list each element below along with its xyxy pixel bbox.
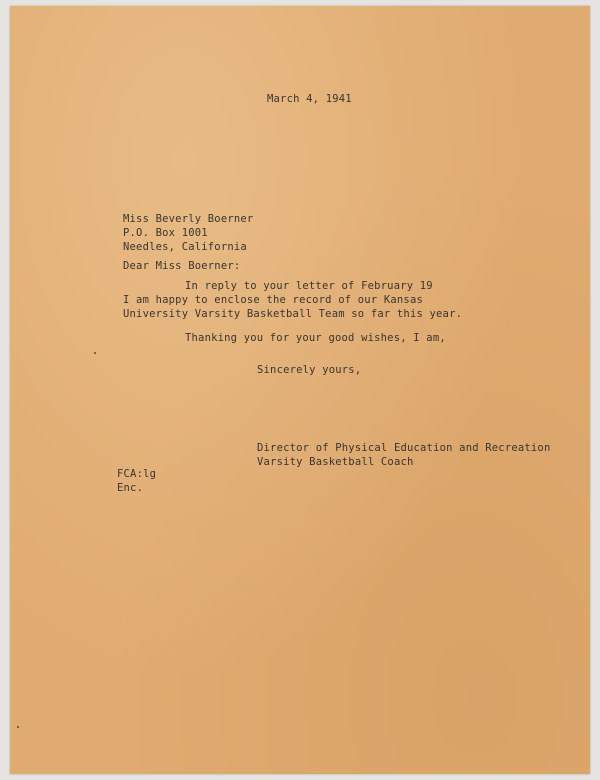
paper-speck [17, 726, 19, 728]
recipient-address-line2: Needles, California [123, 241, 247, 253]
body-paragraph1-line2: I am happy to enclose the record of our Kansas [123, 294, 423, 306]
enclosure-note: Enc. [117, 482, 144, 494]
closing: Sincerely yours, [257, 364, 362, 376]
signature-title-line2: Varsity Basketball Coach [257, 456, 414, 468]
letter-date: March 4, 1941 [267, 93, 352, 105]
reference-initials: FCA:lg [117, 468, 157, 480]
recipient-name: Miss Beverly Boerner [123, 213, 254, 225]
letter-page [10, 6, 590, 774]
paper-speck [94, 352, 96, 354]
recipient-address-line1: P.O. Box 1001 [123, 227, 208, 239]
salutation: Dear Miss Boerner: [123, 260, 241, 272]
signature-title-line1: Director of Physical Education and Recreation [257, 442, 551, 454]
body-paragraph1-line3: University Varsity Basketball Team so far this year. [123, 308, 463, 320]
body-paragraph2: Thanking you for your good wishes, I am, [185, 332, 446, 344]
body-paragraph1-line1: In reply to your letter of February 19 [185, 280, 433, 292]
